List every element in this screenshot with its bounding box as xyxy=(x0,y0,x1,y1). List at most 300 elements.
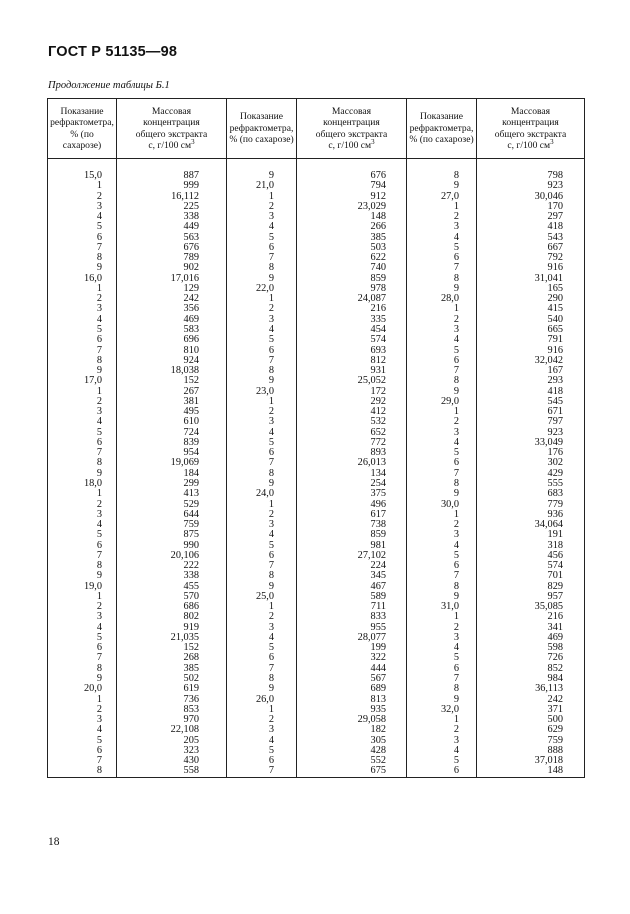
reading-cell: 2 xyxy=(48,397,117,407)
reading-cell: 6 xyxy=(227,551,297,561)
table-row xyxy=(48,623,585,633)
table-row xyxy=(48,510,585,520)
table-row xyxy=(48,582,585,592)
table-row xyxy=(48,684,585,694)
table-row xyxy=(48,612,585,622)
spacer-cell xyxy=(477,159,585,172)
reading-cell: 8 xyxy=(227,366,297,376)
reading-cell: 1 xyxy=(48,489,117,499)
header-line: % (по сахарозе) xyxy=(409,134,474,146)
reading-cell: 2 xyxy=(227,202,297,212)
concentration-cell: 859 xyxy=(297,274,407,284)
reading-cell: 7 xyxy=(227,766,297,777)
table-row xyxy=(48,243,585,253)
table-row xyxy=(48,551,585,561)
concentration-cell: 798 xyxy=(477,171,585,181)
concentration-cell: 34,064 xyxy=(477,520,585,530)
concentration-cell: 935 xyxy=(297,705,407,715)
concentration-cell: 341 xyxy=(477,623,585,633)
reading-cell: 1 xyxy=(48,181,117,191)
document-title: ГОСТ Р 51135—98 xyxy=(48,44,178,60)
table-body xyxy=(48,159,585,778)
concentration-cell: 665 xyxy=(477,325,585,335)
concentration-cell: 724 xyxy=(117,428,227,438)
concentration-cell: 693 xyxy=(297,346,407,356)
concentration-cell: 772 xyxy=(297,438,407,448)
concentration-cell: 810 xyxy=(117,346,227,356)
table-header-row xyxy=(48,99,585,159)
reading-cell: 7 xyxy=(407,674,477,684)
concentration-cell: 17,016 xyxy=(117,274,227,284)
concentration-cell: 290 xyxy=(477,294,585,304)
concentration-cell: 540 xyxy=(477,315,585,325)
reading-cell: 1 xyxy=(48,695,117,705)
table-row xyxy=(48,202,585,212)
reading-cell: 3 xyxy=(227,417,297,427)
concentration-cell: 323 xyxy=(117,746,227,756)
reading-cell: 7 xyxy=(407,469,477,479)
concentration-cell: 385 xyxy=(117,664,227,674)
table-row xyxy=(48,674,585,684)
concentration-cell: 652 xyxy=(297,428,407,438)
reading-cell: 1 xyxy=(227,192,297,202)
reading-cell: 9 xyxy=(48,571,117,581)
concentration-cell: 779 xyxy=(477,500,585,510)
reading-cell: 6 xyxy=(227,243,297,253)
header-line: рефрактометра, xyxy=(409,122,474,134)
concentration-cell: 888 xyxy=(477,746,585,756)
concentration-cell: 152 xyxy=(117,643,227,653)
concentration-cell: 839 xyxy=(117,438,227,448)
concentration-cell: 413 xyxy=(117,489,227,499)
concentration-cell: 165 xyxy=(477,284,585,294)
reading-cell: 9 xyxy=(407,181,477,191)
concentration-cell: 148 xyxy=(477,766,585,777)
reading-cell: 1 xyxy=(407,510,477,520)
reading-cell: 5 xyxy=(407,243,477,253)
concentration-cell: 25,052 xyxy=(297,376,407,386)
table-row xyxy=(48,479,585,489)
header-refractometer-reading xyxy=(227,99,297,159)
reading-cell: 1 xyxy=(407,612,477,622)
reading-cell: 6 xyxy=(48,746,117,756)
reading-cell: 8 xyxy=(407,582,477,592)
concentration-cell: 415 xyxy=(477,304,585,314)
reading-cell: 3 xyxy=(227,725,297,735)
header-line: общего экстракта xyxy=(135,128,208,140)
reading-cell: 8 xyxy=(48,766,117,777)
concentration-cell: 302 xyxy=(477,458,585,468)
header-mass-concentration xyxy=(117,99,227,159)
concentration-cell: 545 xyxy=(477,397,585,407)
concentration-cell: 176 xyxy=(477,448,585,458)
table-row xyxy=(48,458,585,468)
reading-cell: 19,0 xyxy=(48,582,117,592)
reading-cell: 6 xyxy=(407,561,477,571)
concentration-cell: 199 xyxy=(297,643,407,653)
reading-cell: 3 xyxy=(227,212,297,222)
reading-cell: 6 xyxy=(407,356,477,366)
concentration-cell: 335 xyxy=(297,315,407,325)
table-row xyxy=(48,715,585,725)
reading-cell: 5 xyxy=(48,325,117,335)
reading-cell: 4 xyxy=(48,520,117,530)
spacer-cell xyxy=(227,159,297,172)
concentration-cell: 430 xyxy=(117,756,227,766)
concentration-cell: 990 xyxy=(117,541,227,551)
concentration-cell: 455 xyxy=(117,582,227,592)
reading-cell: 9 xyxy=(407,592,477,602)
header-line: Массовая xyxy=(331,105,372,117)
concentration-cell: 371 xyxy=(477,705,585,715)
table-row xyxy=(48,766,585,777)
reading-cell: 4 xyxy=(48,623,117,633)
concentration-cell: 152 xyxy=(117,376,227,386)
reading-cell: 3 xyxy=(227,520,297,530)
reading-cell: 2 xyxy=(227,715,297,725)
header-mass-concentration xyxy=(477,99,585,159)
concentration-cell: 467 xyxy=(297,582,407,592)
table-row xyxy=(48,664,585,674)
concentration-cell: 813 xyxy=(297,695,407,705)
page-number: 18 xyxy=(48,836,60,848)
concentration-cell: 738 xyxy=(297,520,407,530)
reading-cell: 29,0 xyxy=(407,397,477,407)
concentration-cell: 617 xyxy=(297,510,407,520)
reading-cell: 7 xyxy=(48,243,117,253)
reading-cell: 28,0 xyxy=(407,294,477,304)
reading-cell: 31,0 xyxy=(407,602,477,612)
concentration-cell: 567 xyxy=(297,674,407,684)
reading-cell: 1 xyxy=(407,202,477,212)
header-line: Массовая xyxy=(151,105,192,117)
reading-cell: 7 xyxy=(48,346,117,356)
concentration-cell: 375 xyxy=(297,489,407,499)
reading-cell: 8 xyxy=(227,263,297,273)
concentration-cell: 18,038 xyxy=(117,366,227,376)
concentration-cell: 24,087 xyxy=(297,294,407,304)
reading-cell: 1 xyxy=(407,304,477,314)
concentration-cell: 16,112 xyxy=(117,192,227,202)
table-row xyxy=(48,346,585,356)
reading-cell: 5 xyxy=(48,428,117,438)
reading-cell: 6 xyxy=(407,664,477,674)
concentration-cell: 500 xyxy=(477,715,585,725)
concentration-cell: 35,085 xyxy=(477,602,585,612)
header-line: Показание xyxy=(239,111,284,123)
concentration-cell: 305 xyxy=(297,736,407,746)
table-row xyxy=(48,387,585,397)
concentration-cell: 797 xyxy=(477,417,585,427)
reading-cell: 4 xyxy=(227,530,297,540)
concentration-cell: 916 xyxy=(477,346,585,356)
table-row xyxy=(48,571,585,581)
reading-cell: 30,0 xyxy=(407,500,477,510)
reading-cell: 6 xyxy=(407,253,477,263)
spacer-cell xyxy=(117,159,227,172)
reading-cell: 24,0 xyxy=(227,489,297,499)
concentration-cell: 671 xyxy=(477,407,585,417)
concentration-cell: 345 xyxy=(297,571,407,581)
table-row xyxy=(48,335,585,345)
reading-cell: 16,0 xyxy=(48,274,117,284)
reading-cell: 8 xyxy=(407,376,477,386)
reading-cell: 4 xyxy=(48,417,117,427)
concentration-cell: 469 xyxy=(477,633,585,643)
reading-cell: 5 xyxy=(48,633,117,643)
reading-cell: 2 xyxy=(48,602,117,612)
concentration-cell: 675 xyxy=(297,766,407,777)
concentration-cell: 954 xyxy=(117,448,227,458)
reading-cell: 4 xyxy=(407,643,477,653)
reading-cell: 7 xyxy=(227,664,297,674)
header-line: % (по сахарозе) xyxy=(229,134,294,146)
reading-cell: 3 xyxy=(227,315,297,325)
reading-cell: 2 xyxy=(407,315,477,325)
concentration-cell: 676 xyxy=(297,171,407,181)
reading-cell: 3 xyxy=(48,202,117,212)
table-row xyxy=(48,222,585,232)
table-row xyxy=(48,192,585,202)
reading-cell: 6 xyxy=(407,766,477,777)
concentration-cell: 570 xyxy=(117,592,227,602)
reading-cell: 8 xyxy=(407,684,477,694)
table-row xyxy=(48,520,585,530)
concentration-cell: 887 xyxy=(117,171,227,181)
reading-cell: 1 xyxy=(227,705,297,715)
table-row xyxy=(48,294,585,304)
concentration-cell: 552 xyxy=(297,756,407,766)
concentration-cell: 532 xyxy=(297,417,407,427)
concentration-cell: 242 xyxy=(117,294,227,304)
reading-cell: 9 xyxy=(48,366,117,376)
concentration-cell: 644 xyxy=(117,510,227,520)
reading-cell: 22,0 xyxy=(227,284,297,294)
reading-cell: 3 xyxy=(407,325,477,335)
reading-cell: 3 xyxy=(407,736,477,746)
concentration-cell: 667 xyxy=(477,243,585,253)
concentration-cell: 629 xyxy=(477,725,585,735)
concentration-cell: 759 xyxy=(477,736,585,746)
table-row xyxy=(48,366,585,376)
concentration-cell: 902 xyxy=(117,263,227,273)
table-row xyxy=(48,725,585,735)
concentration-cell: 293 xyxy=(477,376,585,386)
reading-cell: 17,0 xyxy=(48,376,117,386)
reading-cell: 8 xyxy=(407,171,477,181)
reading-cell: 4 xyxy=(407,746,477,756)
reading-cell: 9 xyxy=(227,582,297,592)
reading-cell: 1 xyxy=(227,294,297,304)
concentration-cell: 205 xyxy=(117,736,227,746)
reading-cell: 3 xyxy=(48,715,117,725)
concentration-cell: 923 xyxy=(477,181,585,191)
concentration-cell: 936 xyxy=(477,510,585,520)
reading-cell: 8 xyxy=(48,356,117,366)
reading-cell: 2 xyxy=(407,520,477,530)
concentration-cell: 912 xyxy=(297,192,407,202)
reading-cell: 1 xyxy=(227,500,297,510)
header-line: Показание xyxy=(419,111,464,123)
reading-cell: 21,0 xyxy=(227,181,297,191)
concentration-cell: 686 xyxy=(117,602,227,612)
concentration-cell: 299 xyxy=(117,479,227,489)
concentration-cell: 978 xyxy=(297,284,407,294)
reading-cell: 4 xyxy=(227,222,297,232)
reading-cell: 15,0 xyxy=(48,171,117,181)
concentration-cell: 503 xyxy=(297,243,407,253)
table-row xyxy=(48,500,585,510)
table-spacer-row xyxy=(48,159,585,172)
concentration-cell: 20,106 xyxy=(117,551,227,561)
reading-cell: 9 xyxy=(48,469,117,479)
reading-cell: 3 xyxy=(407,530,477,540)
reading-cell: 1 xyxy=(227,397,297,407)
reading-cell: 8 xyxy=(227,674,297,684)
table-row xyxy=(48,171,585,181)
reading-cell: 5 xyxy=(48,530,117,540)
concentration-cell: 495 xyxy=(117,407,227,417)
concentration-cell: 829 xyxy=(477,582,585,592)
concentration-cell: 789 xyxy=(117,253,227,263)
reading-cell: 7 xyxy=(407,263,477,273)
concentration-cell: 385 xyxy=(297,233,407,243)
reading-cell: 8 xyxy=(48,561,117,571)
concentration-cell: 812 xyxy=(297,356,407,366)
concentration-cell: 134 xyxy=(297,469,407,479)
refractometer-table xyxy=(47,98,585,778)
concentration-cell: 583 xyxy=(117,325,227,335)
concentration-cell: 26,013 xyxy=(297,458,407,468)
reading-cell: 8 xyxy=(48,458,117,468)
table-row xyxy=(48,592,585,602)
table-row xyxy=(48,530,585,540)
reading-cell: 5 xyxy=(407,346,477,356)
reading-cell: 1 xyxy=(407,715,477,725)
table-row xyxy=(48,756,585,766)
concentration-cell: 36,113 xyxy=(477,684,585,694)
concentration-cell: 919 xyxy=(117,623,227,633)
reading-cell: 6 xyxy=(407,458,477,468)
header-unit: c, г/100 см xyxy=(507,140,551,151)
concentration-cell: 429 xyxy=(477,469,585,479)
concentration-cell: 30,046 xyxy=(477,192,585,202)
reading-cell: 4 xyxy=(227,428,297,438)
reading-cell: 1 xyxy=(48,592,117,602)
table-row xyxy=(48,561,585,571)
reading-cell: 2 xyxy=(227,407,297,417)
header-refractometer-reading xyxy=(48,99,117,159)
spacer-cell xyxy=(48,159,117,172)
concentration-cell: 496 xyxy=(297,500,407,510)
concentration-cell: 701 xyxy=(477,571,585,581)
reading-cell: 5 xyxy=(227,438,297,448)
reading-cell: 5 xyxy=(407,551,477,561)
reading-cell: 3 xyxy=(48,612,117,622)
header-line: % (по сахарозе) xyxy=(62,128,102,151)
reading-cell: 5 xyxy=(407,756,477,766)
concentration-cell: 381 xyxy=(117,397,227,407)
table-row xyxy=(48,376,585,386)
reading-cell: 4 xyxy=(48,212,117,222)
concentration-cell: 802 xyxy=(117,612,227,622)
reading-cell: 7 xyxy=(227,458,297,468)
concentration-cell: 224 xyxy=(297,561,407,571)
header-refractometer-reading xyxy=(407,99,477,159)
reading-cell: 9 xyxy=(227,376,297,386)
concentration-cell: 184 xyxy=(117,469,227,479)
reading-cell: 18,0 xyxy=(48,479,117,489)
reading-cell: 8 xyxy=(407,479,477,489)
reading-cell: 6 xyxy=(48,233,117,243)
reading-cell: 3 xyxy=(407,222,477,232)
concentration-cell: 148 xyxy=(297,212,407,222)
concentration-cell: 916 xyxy=(477,263,585,273)
reading-cell: 1 xyxy=(227,602,297,612)
concentration-cell: 859 xyxy=(297,530,407,540)
concentration-cell: 852 xyxy=(477,664,585,674)
reading-cell: 4 xyxy=(227,325,297,335)
concentration-cell: 216 xyxy=(297,304,407,314)
reading-cell: 7 xyxy=(48,653,117,663)
reading-cell: 1 xyxy=(407,407,477,417)
reading-cell: 27,0 xyxy=(407,192,477,202)
table-row xyxy=(48,233,585,243)
reading-cell: 4 xyxy=(407,233,477,243)
header-line: концентрация xyxy=(323,117,380,128)
table-row xyxy=(48,633,585,643)
concentration-cell: 318 xyxy=(477,541,585,551)
concentration-cell: 356 xyxy=(117,304,227,314)
header-line: Показание xyxy=(60,105,104,117)
concentration-cell: 792 xyxy=(477,253,585,263)
reading-cell: 4 xyxy=(227,736,297,746)
concentration-cell: 875 xyxy=(117,530,227,540)
concentration-cell: 981 xyxy=(297,541,407,551)
table-row xyxy=(48,407,585,417)
reading-cell: 9 xyxy=(227,171,297,181)
table-row xyxy=(48,325,585,335)
header-line: Массовая xyxy=(510,105,551,117)
concentration-cell: 893 xyxy=(297,448,407,458)
reading-cell: 9 xyxy=(48,674,117,684)
concentration-cell: 454 xyxy=(297,325,407,335)
concentration-cell: 31,041 xyxy=(477,274,585,284)
reading-cell: 3 xyxy=(48,304,117,314)
reading-cell: 5 xyxy=(227,335,297,345)
concentration-cell: 456 xyxy=(477,551,585,561)
concentration-cell: 923 xyxy=(477,428,585,438)
reading-cell: 3 xyxy=(48,510,117,520)
reading-cell: 6 xyxy=(48,335,117,345)
reading-cell: 4 xyxy=(407,335,477,345)
table-row xyxy=(48,643,585,653)
concentration-cell: 338 xyxy=(117,212,227,222)
concentration-cell: 736 xyxy=(117,695,227,705)
reading-cell: 5 xyxy=(227,233,297,243)
concentration-cell: 853 xyxy=(117,705,227,715)
concentration-cell: 469 xyxy=(117,315,227,325)
reading-cell: 3 xyxy=(227,623,297,633)
reading-cell: 9 xyxy=(227,274,297,284)
concentration-cell: 33,049 xyxy=(477,438,585,448)
concentration-cell: 574 xyxy=(297,335,407,345)
concentration-cell: 292 xyxy=(297,397,407,407)
reading-cell: 2 xyxy=(227,304,297,314)
reading-cell: 2 xyxy=(407,623,477,633)
reading-cell: 9 xyxy=(227,479,297,489)
table-caption: Продолжение таблицы Б.1 xyxy=(48,80,170,91)
